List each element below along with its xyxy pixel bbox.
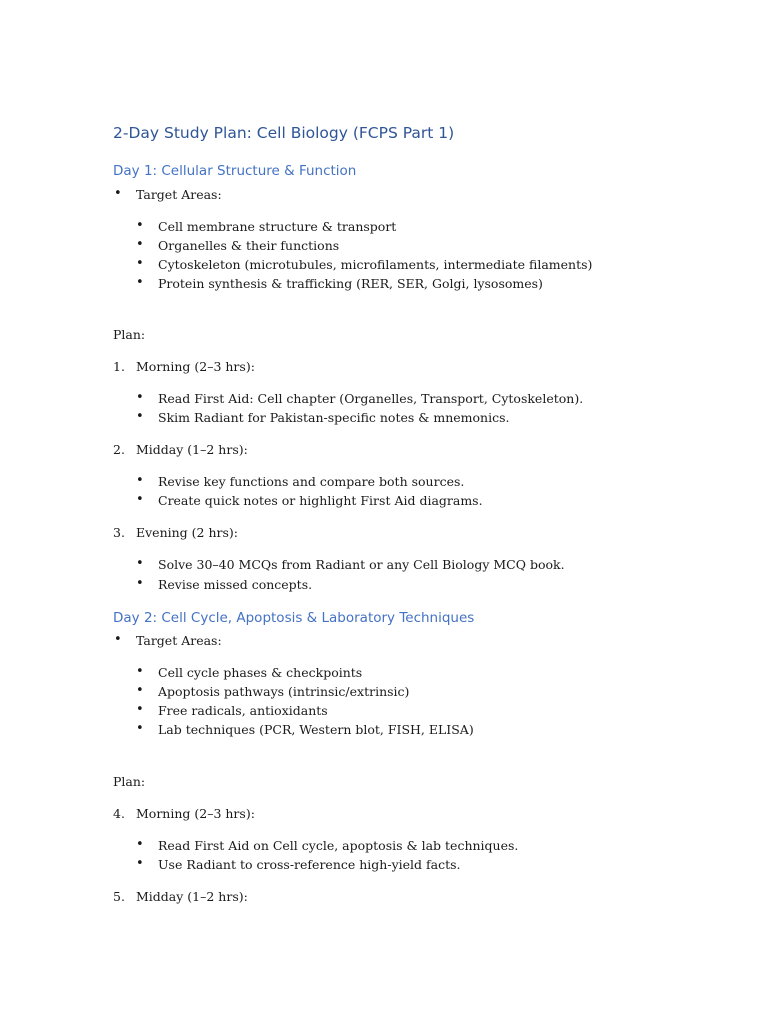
step-label: Morning (2–3 hrs): xyxy=(136,359,255,374)
day1-heading: Day 1: Cellular Structure & Function xyxy=(113,163,357,179)
step-item: • Use Radiant to cross-reference high-yield facts. xyxy=(158,856,460,873)
step-item: • Create quick notes or highlight First Aid diagrams. xyxy=(158,492,483,509)
step-item: • Revise key functions and compare both sources. xyxy=(158,473,464,490)
day2-heading: Day 2: Cell Cycle, Apoptosis & Laboratory Techniques xyxy=(113,610,475,626)
day2-target-label: • Target Areas: xyxy=(136,632,222,649)
day1-target-item: • Protein synthesis & trafficking (RER, SER, Golgi, lysosomes) xyxy=(158,275,543,292)
step-item: • Solve 30–40 MCQs from Radiant or any Cell Biology MCQ book. xyxy=(158,556,565,573)
step-item: • Read First Aid on Cell cycle, apoptosis & lab techniques. xyxy=(158,837,518,854)
day1-target-item: • Cell membrane structure & transport xyxy=(158,218,396,235)
day2-target-item: • Cell cycle phases & checkpoints xyxy=(158,664,362,681)
day2-target-item: • Apoptosis pathways (intrinsic/extrinsic) xyxy=(158,683,409,700)
day2-target-item: • Free radicals, antioxidants xyxy=(158,702,328,719)
step-label: Midday (1–2 hrs): xyxy=(136,889,248,904)
step-label: Midday (1–2 hrs): xyxy=(136,442,248,457)
step-label: Evening (2 hrs): xyxy=(136,525,238,540)
day2-plan-label: Plan: xyxy=(113,774,146,789)
step-item: • Skim Radiant for Pakistan-specific notes & mnemonics. xyxy=(158,409,509,426)
step-number: 1. xyxy=(113,359,125,374)
step-number: 2. xyxy=(113,442,125,457)
step-number: 3. xyxy=(113,525,125,540)
step-item: • Revise missed concepts. xyxy=(158,576,312,593)
day2-target-item: • Lab techniques (PCR, Western blot, FISH, ELISA) xyxy=(158,721,474,738)
document-title: 2-Day Study Plan: Cell Biology (FCPS Part 1) xyxy=(113,124,455,142)
day1-plan-label: Plan: xyxy=(113,327,146,342)
step-item: • Read First Aid: Cell chapter (Organelles, Transport, Cytoskeleton). xyxy=(158,390,583,407)
day1-target-item: • Cytoskeleton (microtubules, microfilaments, intermediate filaments) xyxy=(158,256,592,273)
step-number: 5. xyxy=(113,889,125,904)
day1-target-item: • Organelles & their functions xyxy=(158,237,339,254)
day1-target-label: • Target Areas: xyxy=(136,186,222,203)
step-label: Morning (2–3 hrs): xyxy=(136,806,255,821)
step-number: 4. xyxy=(113,806,125,821)
